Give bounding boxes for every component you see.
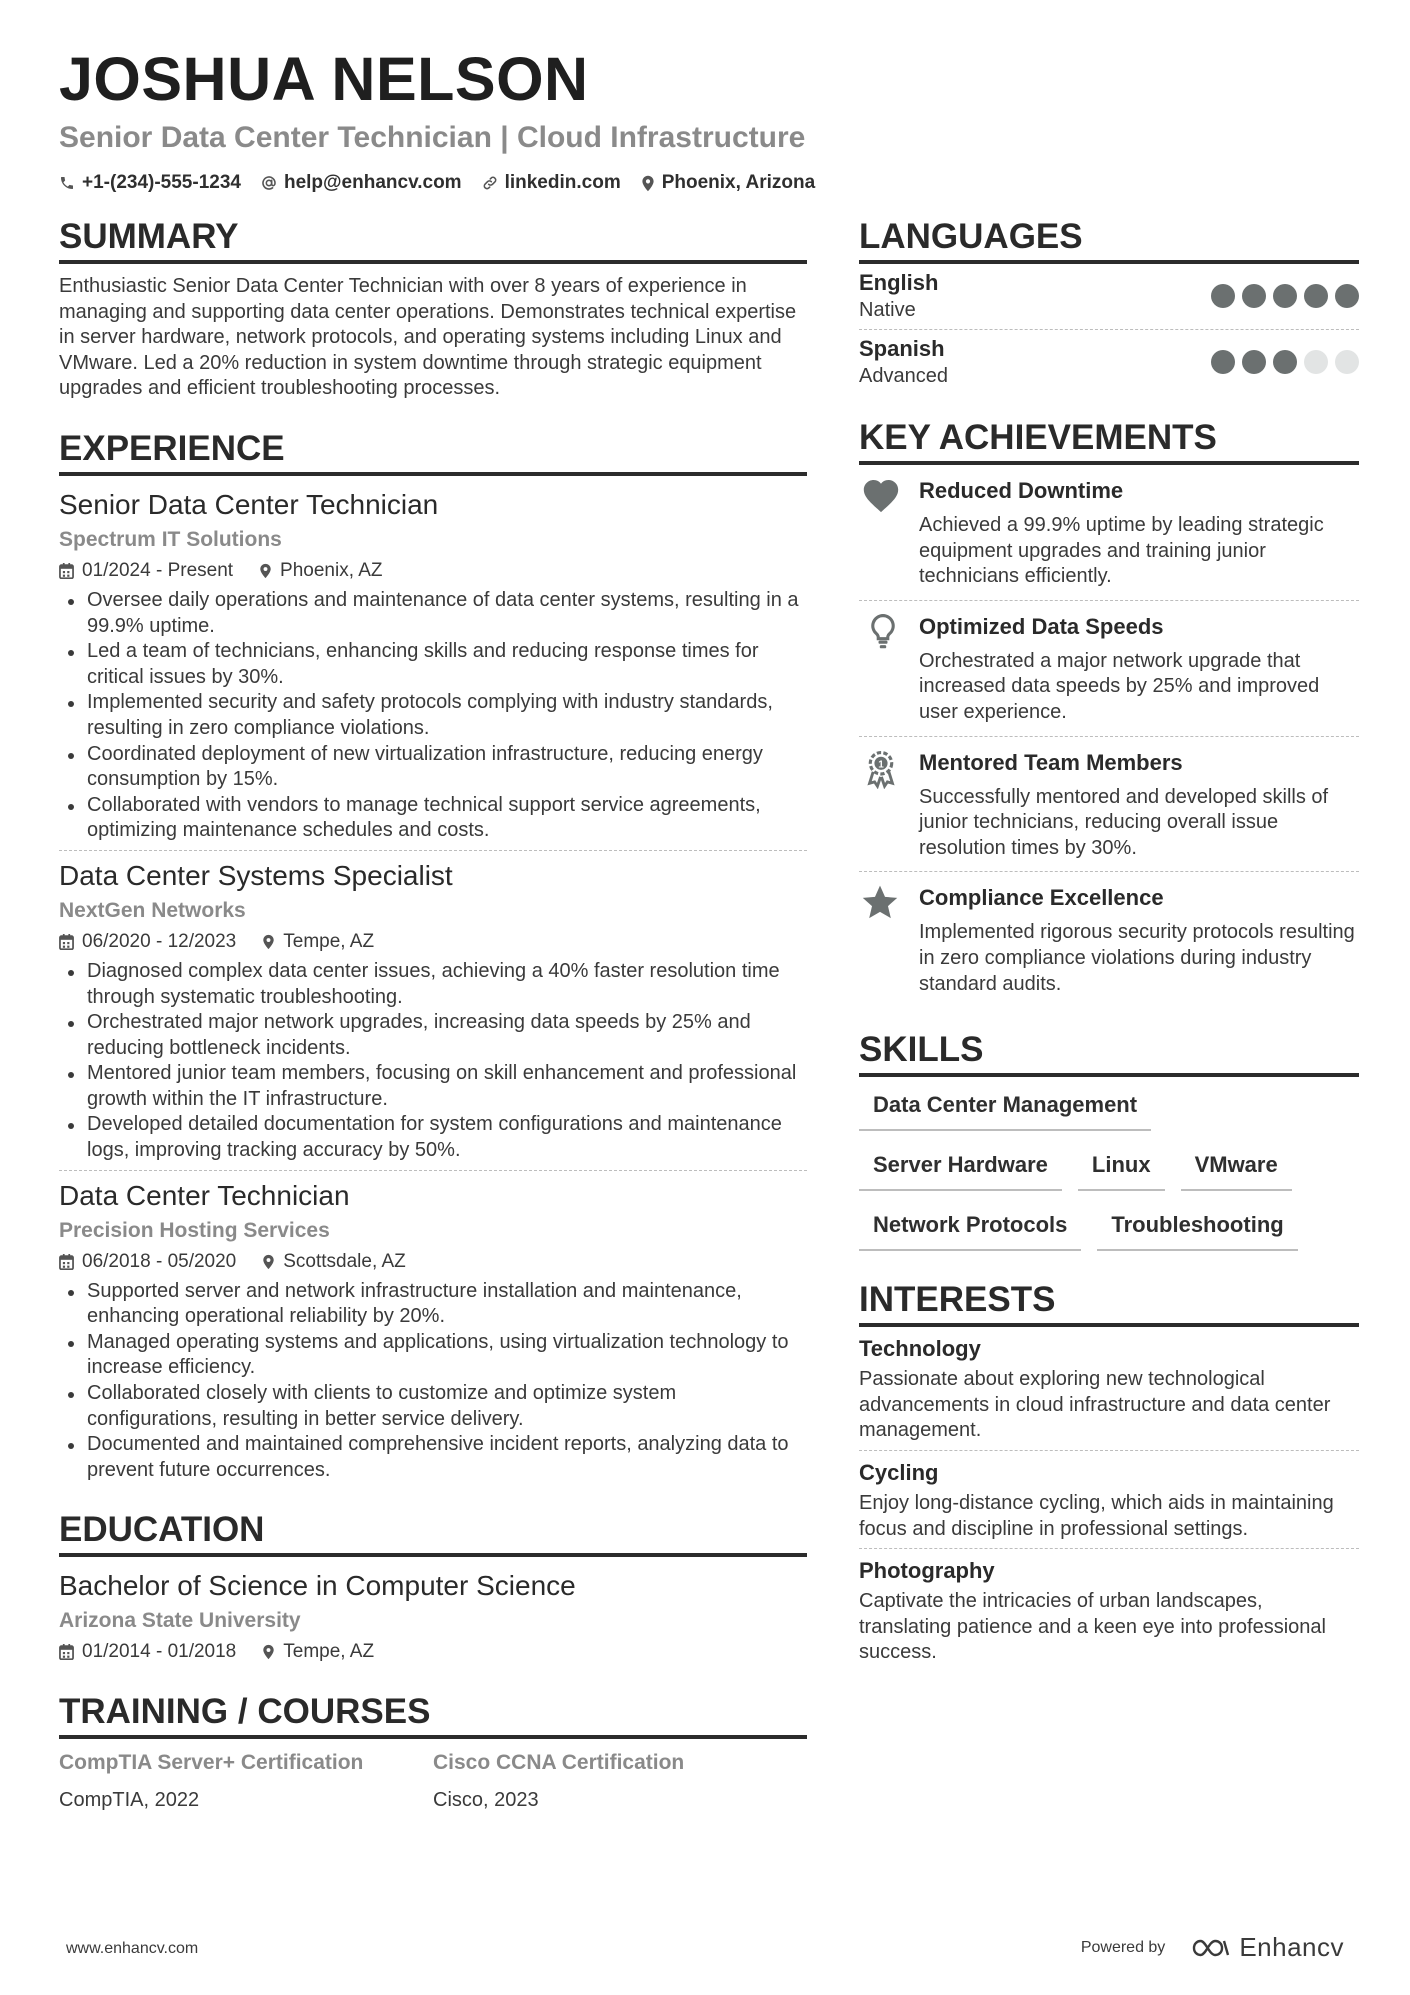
education-location-text: Tempe, AZ xyxy=(283,1641,375,1663)
summary-title: SUMMARY xyxy=(59,216,807,264)
calendar-icon xyxy=(59,1254,74,1270)
course-name: CompTIA Server+ Certification xyxy=(59,1751,364,1775)
course-item xyxy=(433,1749,807,1813)
bullet-item: Managed operating systems and applications, using virtualization technology to increase efficiency. xyxy=(59,1330,807,1381)
education-location xyxy=(262,1639,374,1665)
interest-item xyxy=(859,1548,1359,1672)
skill-tag: Network Protocols xyxy=(859,1207,1081,1251)
achievement-title: Mentored Team Members xyxy=(919,749,1183,775)
education-dates xyxy=(59,1639,236,1665)
experience-entry xyxy=(59,850,807,1170)
achievement-item xyxy=(859,465,1359,600)
rating-dot-filled xyxy=(1211,284,1235,308)
language-rating xyxy=(1204,350,1359,374)
experience-entry xyxy=(59,488,807,850)
bullet-item: Collaborated with vendors to manage technical support service agreements, optimizing maintenance schedules and costs. xyxy=(59,793,807,844)
bullet-item: Collaborated closely with clients to customize and optimize system configurations, resulting in better service delivery. xyxy=(59,1381,807,1432)
contact-email[interactable] xyxy=(261,172,462,194)
interest-item xyxy=(859,1450,1359,1548)
achievement-item xyxy=(859,736,1359,872)
calendar-icon xyxy=(59,934,74,950)
bullet-item: Oversee daily operations and maintenance of data center systems, resulting in a 99.9% uptime. xyxy=(59,588,807,639)
right-column xyxy=(859,216,1359,1672)
language-name: Spanish xyxy=(859,336,945,361)
footer-branding xyxy=(1081,1932,1344,1963)
bullet-item: Mentored junior team members, focusing on skill enhancement and professional growth within the IT infrastructure. xyxy=(59,1061,807,1112)
course-item xyxy=(59,1749,433,1813)
rating-dot-filled xyxy=(1242,284,1266,308)
interest-name: Cycling xyxy=(859,1459,939,1485)
experience-entry xyxy=(59,1170,807,1490)
achievement-text: Orchestrated a major network upgrade that increased data speeds by 25% and improved user experience. xyxy=(919,649,1320,723)
resume-header xyxy=(59,44,1359,194)
job-location xyxy=(259,558,382,584)
contact-bar xyxy=(59,172,1359,194)
powered-by-text: Powered by xyxy=(1080,1938,1166,1956)
language-level: Native xyxy=(859,299,916,321)
interest-name: Photography xyxy=(859,1558,995,1584)
candidate-name: JOSHUA NELSON xyxy=(59,45,589,113)
company-name: Precision Hosting Services xyxy=(59,1218,330,1242)
language-item xyxy=(859,329,1359,395)
job-dates xyxy=(59,558,233,584)
achievement-icon-wrap xyxy=(859,613,919,726)
school-name: Arizona State University xyxy=(59,1609,301,1633)
achievement-text: Achieved a 99.9% uptime by leading strategic equipment upgrades and training junior technicians efficiently. xyxy=(919,514,1324,588)
summary-section xyxy=(59,216,807,402)
bullet-item: Supported server and network infrastructure installation and maintenance, enhancing operational reliability by 20%. xyxy=(59,1279,807,1330)
achievements-section xyxy=(859,417,1359,1007)
job-location-text: Tempe, AZ xyxy=(283,930,375,952)
achievement-title: Reduced Downtime xyxy=(919,478,1124,503)
rating-dot-empty xyxy=(1335,350,1359,374)
job-location xyxy=(262,1249,406,1275)
rating-dot-filled xyxy=(1273,350,1297,374)
svg-text:1: 1 xyxy=(878,758,884,770)
lightbulb-icon xyxy=(867,613,899,649)
bullet-item: Implemented security and safety protocols complying with industry standards, resulting in zero compliance violations. xyxy=(59,690,807,741)
bullet-item: Diagnosed complex data center issues, achieving a 40% faster resolution time through systematic troubleshooting. xyxy=(59,959,807,1010)
degree-title: Bachelor of Science in Computer Science xyxy=(59,1570,576,1602)
rating-dot-filled xyxy=(1335,284,1359,308)
contact-linkedin[interactable] xyxy=(482,172,621,194)
experience-title: EXPERIENCE xyxy=(59,428,807,476)
linkedin-text[interactable]: linkedin.com xyxy=(504,172,621,193)
rating-dot-filled xyxy=(1273,284,1297,308)
location-pin-icon xyxy=(262,934,275,950)
skill-tag: Troubleshooting xyxy=(1097,1207,1297,1251)
experience-section xyxy=(59,428,807,1489)
rating-dot-filled xyxy=(1304,284,1328,308)
achievement-icon-wrap xyxy=(859,477,919,590)
location-pin-icon xyxy=(262,1254,275,1270)
interest-name: Technology xyxy=(859,1336,981,1362)
company-name: Spectrum IT Solutions xyxy=(59,527,282,551)
summary-text: Enthusiastic Senior Data Center Technician with over 8 years of experience in managing and supporting data center operations. Demonstrates technical expertise in server hardware, network protocols, and operating systems including Linux and VMware. Led a 20% reduction in system downtime through strategic equipment upgrades and efficient troubleshooting processes. xyxy=(59,275,797,400)
interest-text: Enjoy long-distance cycling, which aids in maintaining focus and discipline in professional settings. xyxy=(859,1491,1334,1540)
course-org: Cisco, 2023 xyxy=(433,1789,539,1812)
job-dates-text: 06/2018 - 05/2020 xyxy=(82,1250,237,1272)
location-pin-icon xyxy=(262,1644,275,1660)
link-icon xyxy=(482,175,498,191)
bullet-item: Documented and maintained comprehensive incident reports, analyzing data to prevent future occurrences. xyxy=(59,1432,807,1483)
job-dates xyxy=(59,929,236,955)
achievement-item xyxy=(859,600,1359,736)
bullet-item: Led a team of technicians, enhancing skills and reducing response times for critical issues by 30%. xyxy=(59,639,807,690)
language-name: English xyxy=(859,270,939,295)
left-column xyxy=(59,216,807,1813)
education-title: EDUCATION xyxy=(59,1509,807,1557)
training-title: TRAINING / COURSES xyxy=(59,1691,807,1739)
location-text: Phoenix, Arizona xyxy=(661,172,816,193)
interests-title: INTERESTS xyxy=(859,1279,1359,1327)
page-footer xyxy=(0,1930,1410,1970)
job-meta xyxy=(59,1249,807,1275)
star-icon xyxy=(861,884,899,920)
job-location xyxy=(262,929,374,955)
languages-section xyxy=(859,216,1359,395)
achievements-title: KEY ACHIEVEMENTS xyxy=(859,417,1359,465)
candidate-headline: Senior Data Center Technician | Cloud Infrastructure xyxy=(59,121,806,154)
course-name: Cisco CCNA Certification xyxy=(433,1751,685,1775)
course-org: CompTIA, 2022 xyxy=(59,1789,200,1812)
job-title: Data Center Technician xyxy=(59,1179,350,1211)
email-text[interactable]: help@enhancv.com xyxy=(283,172,462,193)
achievement-title: Compliance Excellence xyxy=(919,885,1164,911)
company-name: NextGen Networks xyxy=(59,898,246,922)
job-dates-text: 06/2020 - 12/2023 xyxy=(82,930,237,952)
skills-title: SKILLS xyxy=(859,1029,1359,1077)
location-pin-icon xyxy=(641,175,655,192)
job-title: Senior Data Center Technician xyxy=(59,488,439,520)
interest-text: Passionate about exploring new technological advancements in cloud infrastructure and data center management. xyxy=(859,1368,1331,1442)
skill-tag: Data Center Management xyxy=(859,1087,1151,1131)
phone-icon xyxy=(59,175,75,191)
training-section xyxy=(59,1691,807,1813)
languages-title: LANGUAGES xyxy=(859,216,1359,264)
job-dates-text: 01/2024 - Present xyxy=(82,559,234,581)
job-dates xyxy=(59,1249,236,1275)
achievement-title: Optimized Data Speeds xyxy=(919,613,1164,639)
job-bullets xyxy=(59,1279,807,1484)
interest-text: Captivate the intricacies of urban landscapes, translating patience and a keen eye into professional success. xyxy=(859,1590,1326,1664)
education-dates-text: 01/2014 - 01/2018 xyxy=(82,1641,237,1663)
job-title: Data Center Systems Specialist xyxy=(59,859,453,891)
interests-section xyxy=(859,1279,1359,1672)
job-location-text: Scottsdale, AZ xyxy=(283,1250,406,1272)
job-bullets xyxy=(59,959,807,1164)
award-icon xyxy=(863,749,899,789)
at-icon xyxy=(261,175,277,191)
education-section xyxy=(59,1509,807,1665)
enhancv-logo-icon xyxy=(1191,1937,1231,1959)
skill-tag: VMware xyxy=(1181,1147,1292,1191)
skill-list xyxy=(859,1087,1359,1267)
job-bullets xyxy=(59,588,807,844)
phone-text: +1-(234)-555-1234 xyxy=(82,172,241,193)
skill-tag: Server Hardware xyxy=(859,1147,1062,1191)
course-list xyxy=(59,1749,807,1813)
heart-icon xyxy=(861,477,901,513)
calendar-icon xyxy=(59,563,74,579)
achievement-item xyxy=(859,871,1359,1007)
job-location-text: Phoenix, AZ xyxy=(280,559,383,581)
interest-item xyxy=(859,1327,1359,1450)
location-pin-icon xyxy=(259,563,272,579)
achievement-icon-wrap xyxy=(859,749,919,862)
rating-dot-filled xyxy=(1211,350,1235,374)
rating-dot-filled xyxy=(1242,350,1266,374)
footer-url[interactable]: www.enhancv.com xyxy=(66,1940,199,1957)
contact-location xyxy=(641,172,815,194)
achievement-text: Implemented rigorous security protocols resulting in zero compliance violations during industry standard audits. xyxy=(919,921,1355,995)
language-item xyxy=(859,264,1359,329)
bullet-item: Coordinated deployment of new virtualization infrastructure, reducing energy consumption by 15%. xyxy=(59,742,807,793)
rating-dot-empty xyxy=(1304,350,1328,374)
education-meta xyxy=(59,1639,807,1665)
achievement-text: Successfully mentored and developed skills of junior technicians, reducing overall issue resolution times by 30%. xyxy=(919,785,1329,859)
bullet-item: Orchestrated major network upgrades, increasing data speeds by 25% and reducing bottleneck incidents. xyxy=(59,1010,807,1061)
skill-tag: Linux xyxy=(1078,1147,1165,1191)
brand-name: Enhancv xyxy=(1239,1932,1344,1962)
bullet-item: Developed detailed documentation for system configurations and maintenance logs, improving tracking accuracy by 50%. xyxy=(59,1112,807,1163)
job-meta xyxy=(59,929,807,955)
skills-section xyxy=(859,1029,1359,1267)
job-meta xyxy=(59,558,807,584)
calendar-icon xyxy=(59,1644,74,1660)
contact-phone xyxy=(59,172,241,194)
achievement-icon-wrap xyxy=(859,884,919,997)
language-rating xyxy=(1204,284,1359,308)
language-level: Advanced xyxy=(859,365,948,387)
